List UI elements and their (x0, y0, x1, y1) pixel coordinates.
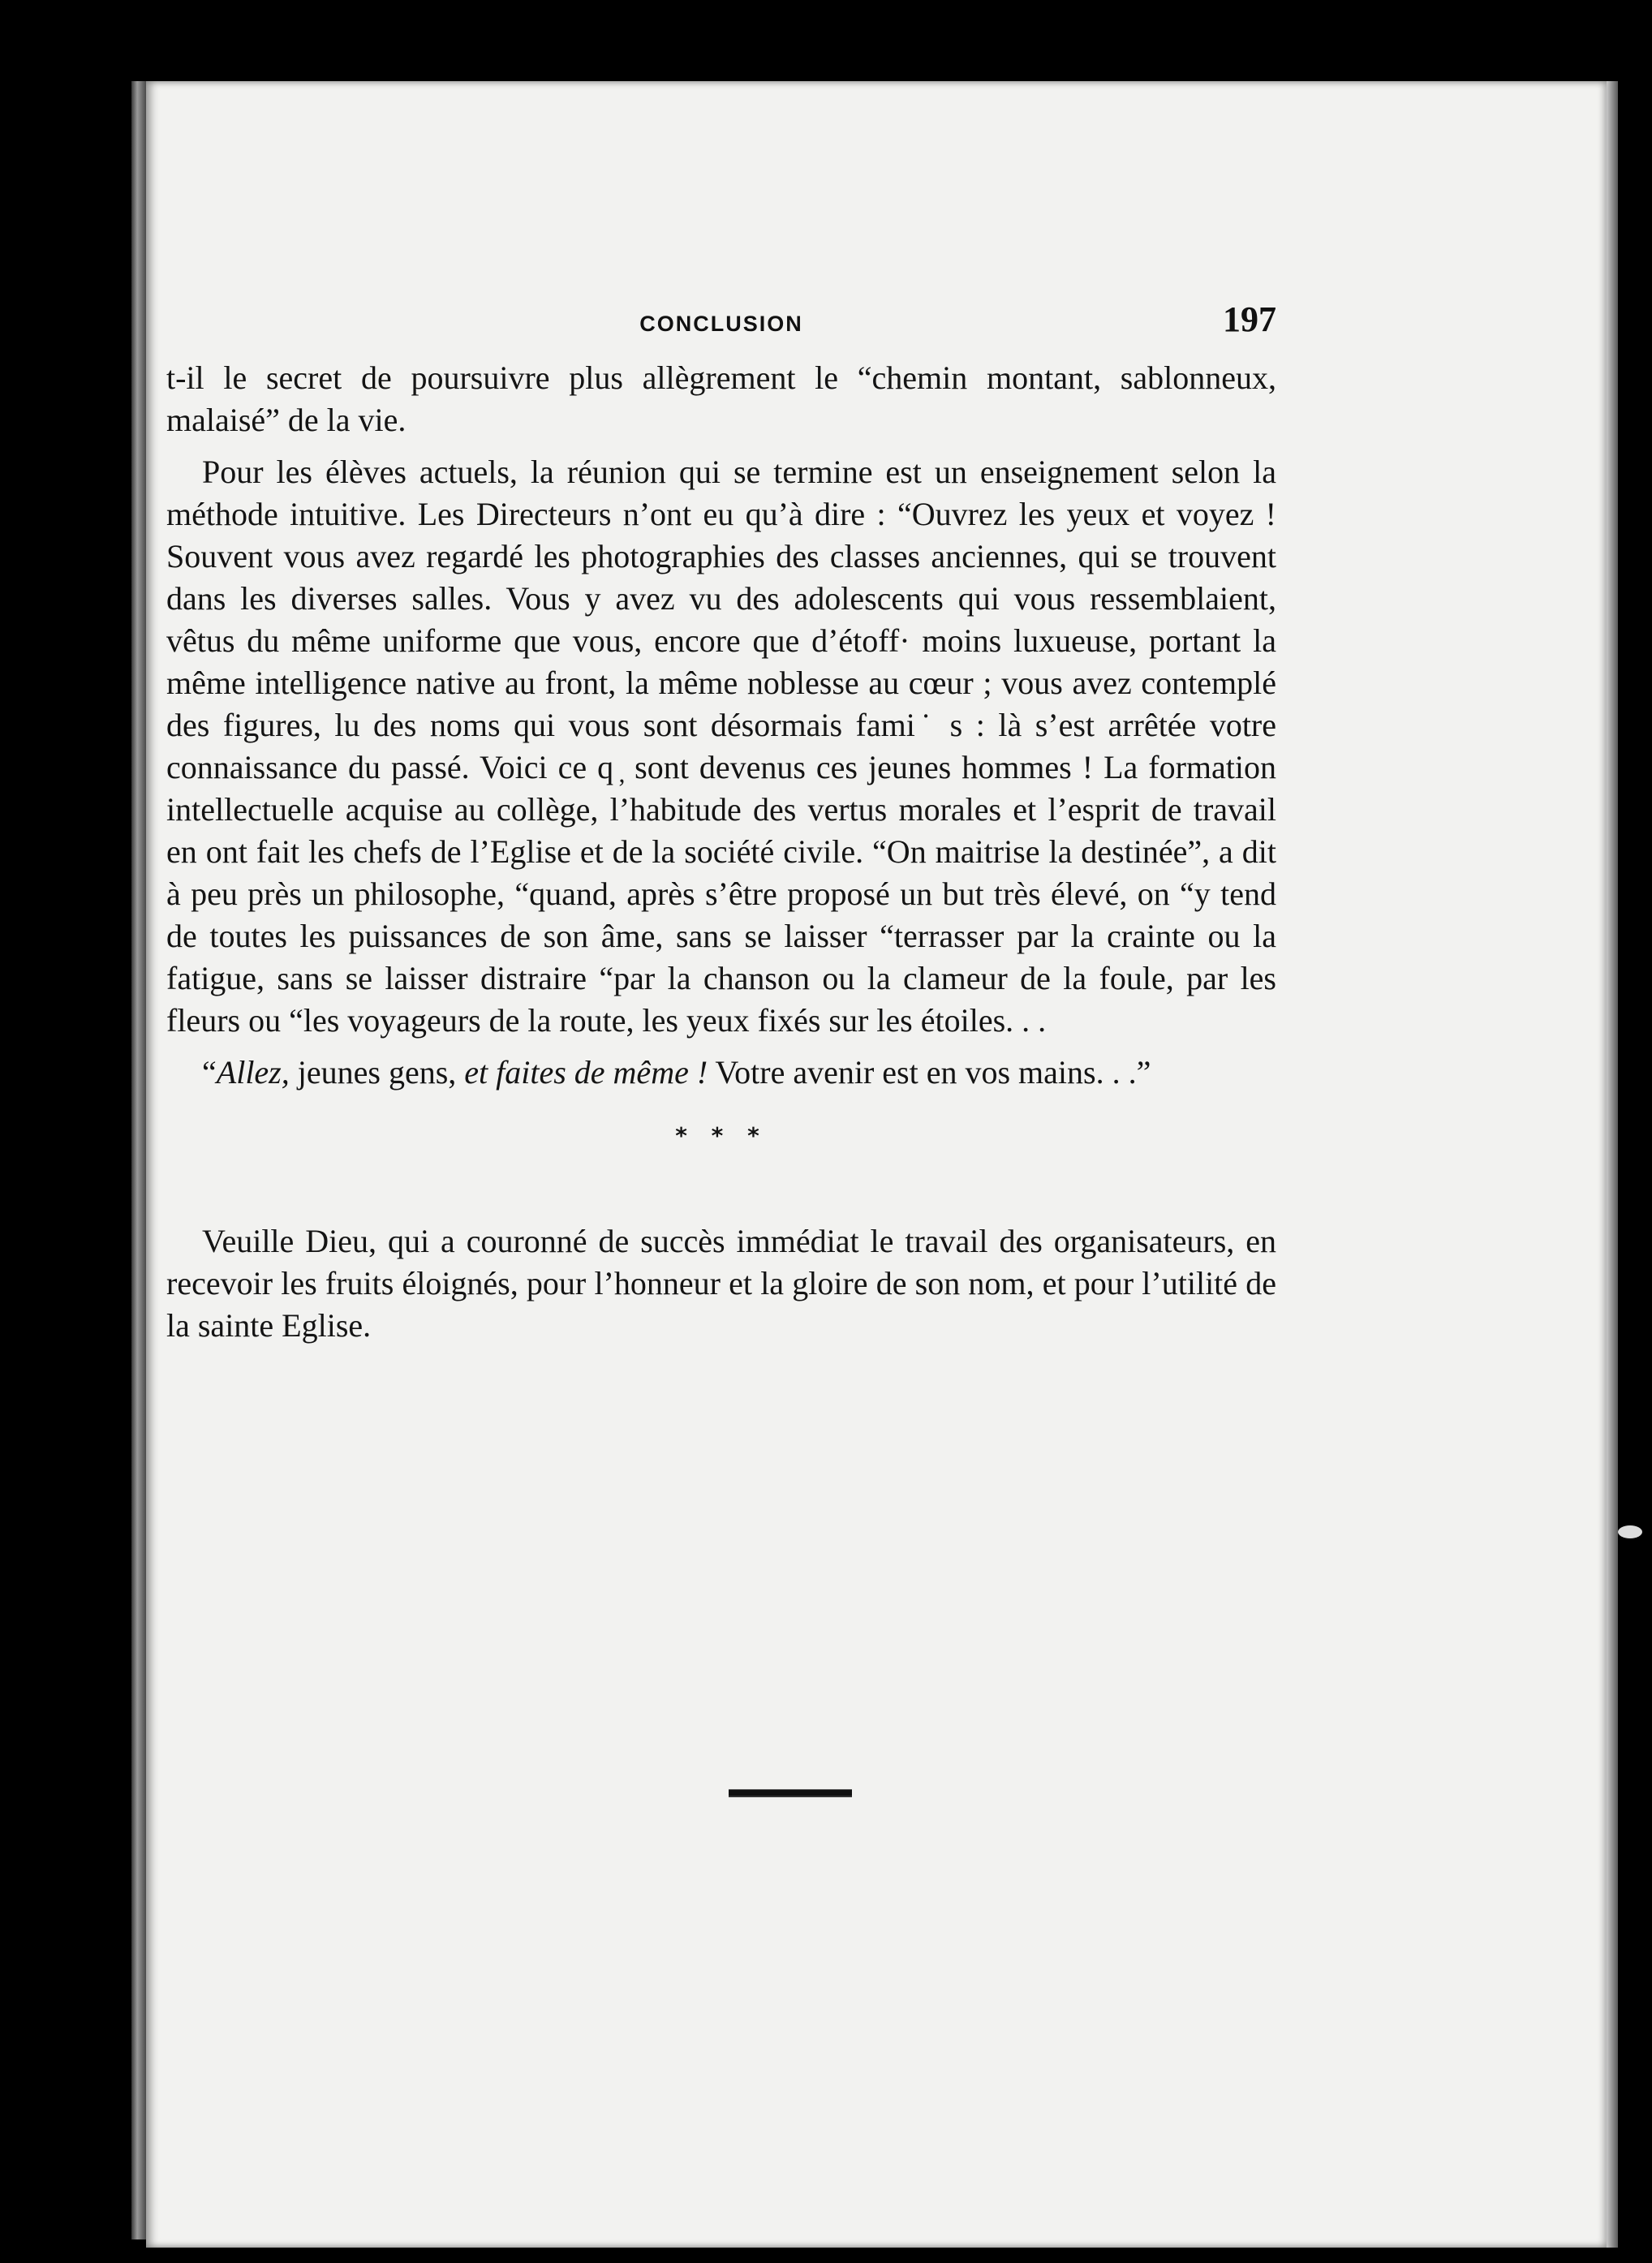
closing-rule (729, 1789, 852, 1797)
body-text (166, 357, 1276, 1357)
paragraph-continuation: t-il le secret de poursuivre plus allègrement le “chemin montant, sablonneux, malaisé” de la vie. (166, 359, 1276, 438)
right-page-edge (1607, 81, 1618, 2248)
section-separator: * * * (675, 1122, 768, 1149)
exhortation-italic-faites: et faites de même ! (464, 1054, 708, 1091)
left-page-edge (131, 81, 146, 2239)
scan-speck (1618, 1525, 1642, 1538)
paragraph-students: Pour les élèves actuels, la réunion qui se termine est un enseignement selon la méthode intuitive. Les Directeurs n’ont eu qu’à dire : “Ouvrez les yeux et voyez ! Souvent vous avez regardé les photographies des classes anciennes, qui se trouvent dans les diverses salles. Vous y avez vu des adolescents qui vous ressemblaient, vêtus du même uniforme que vous, encore que d’étoff· moins luxueuse, portant la même intelligence native au front, la même noblesse au cœur ; vous avez contemplé des figures, lu des noms qui vous sont désormais fami˙ s : là s’est arrêtée votre connaissance du passé. Voici ce q ̦ sont devenus ces jeunes hommes ! La formation intellectuelle acquise au collège, l’habitude des vertus morales et l’esprit de travail en ont fait les chefs de l’Eglise et de la société civile. “On maitrise la destinée”, a dit à peu près un philosophe, “quand, après s’être proposé un but très élevé, on “y tend de toutes les puissances de son âme, sans se laisser “terrasser par la crainte ou la fatigue, sans se laisser distraire “par la chanson ou la clameur de la foule, par les fleurs ou “les voyageurs de la route, les yeux fixés sur les étoiles. . . (166, 454, 1276, 1039)
section-title: CONCLUSION (639, 312, 803, 336)
exhortation-italic-allez: Allez, (216, 1054, 290, 1091)
running-head (166, 299, 1276, 347)
paragraph-exhortation (166, 1052, 1276, 1094)
page-number: 197 (1223, 299, 1276, 339)
exhortation-open-quote: “ (202, 1054, 217, 1091)
paragraph-closing: Veuille Dieu, qui a couronné de succès immédiat le travail des organisateurs, en recevoir les fruits éloignés, pour l’honneur et la gloire de son nom, et pour l’utilité de la sainte Eglise. (166, 1223, 1276, 1344)
exhortation-roman-2: Votre avenir est en vos mains. . .” (708, 1054, 1151, 1091)
exhortation-roman-1: jeunes gens, (289, 1054, 465, 1091)
